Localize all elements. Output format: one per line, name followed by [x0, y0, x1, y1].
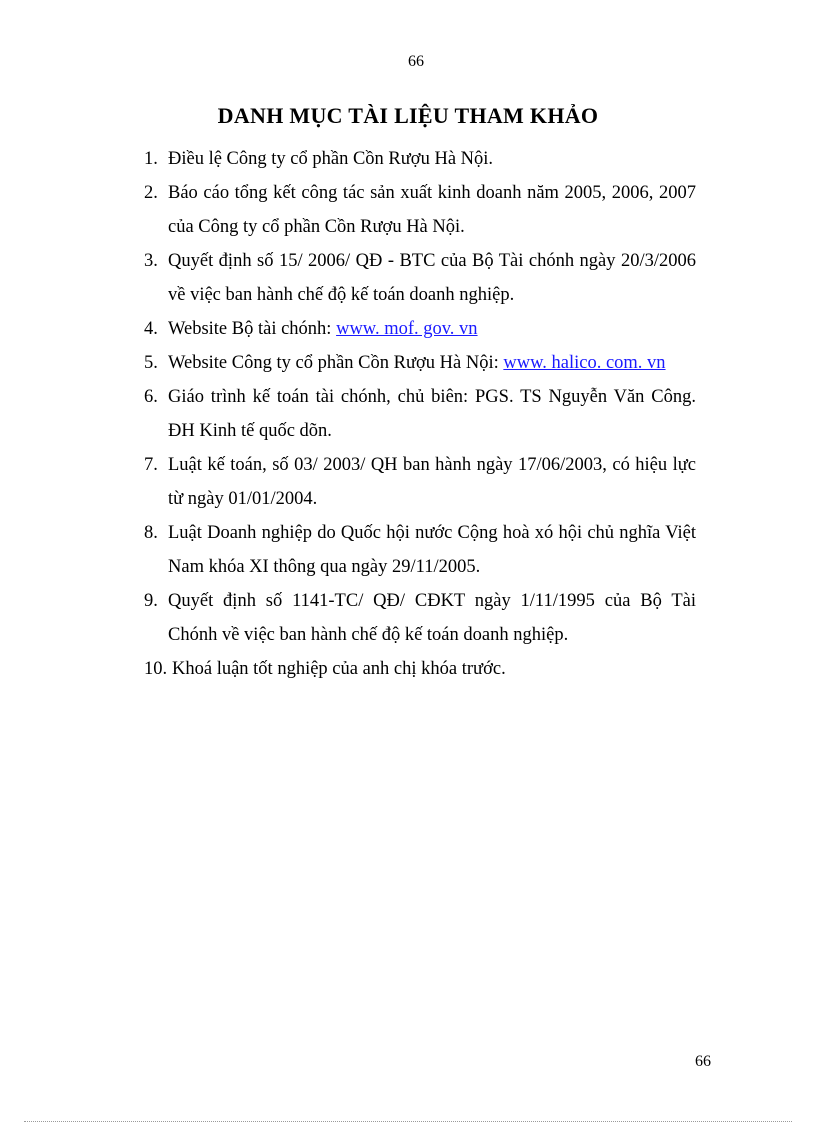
- reference-text: Luật kế toán, số 03/ 2003/ QH ban hành ngày 17/06/2003, có hiệu lực từ ngày 01/01/2004.: [168, 455, 696, 509]
- reference-number: 9.: [144, 591, 158, 611]
- reference-text: Điều lệ Công ty cổ phần Cồn Rượu Hà Nội.: [168, 149, 494, 169]
- header-page-number: 66: [408, 53, 424, 70]
- reference-item-7: [144, 448, 696, 516]
- footer-page-number: 66: [695, 1053, 711, 1070]
- reference-item-10: [144, 652, 696, 686]
- reference-number: 3.: [144, 251, 158, 271]
- reference-item-4: [144, 312, 696, 346]
- page-title: DANH MỤC TÀI LIỆU THAM KHẢO: [217, 103, 599, 128]
- reference-item-5: [144, 346, 696, 380]
- reference-number: 4.: [144, 319, 158, 339]
- reference-text: Quyết định số 15/ 2006/ QĐ - BTC của Bộ Tài chónh ngày 20/3/2006 về việc ban hành chế độ kế toán doanh nghiệp.: [168, 251, 696, 305]
- reference-text: Website Công ty cổ phần Cồn Rượu Hà Nội:: [168, 353, 504, 373]
- reference-number: 6.: [144, 387, 158, 407]
- reference-item-1: [144, 142, 696, 176]
- reference-item-8: [144, 516, 696, 584]
- reference-item-6: [144, 380, 696, 448]
- reference-list: [144, 142, 696, 686]
- reference-number: 7.: [144, 455, 158, 475]
- mof-website-link[interactable]: www. mof. gov. vn: [336, 319, 478, 339]
- reference-text: Quyết định số 1141-TC/ QĐ/ CĐKT ngày 1/11/1995 của Bộ Tài Chónh về việc ban hành chế độ kế toán doanh nghiệp.: [168, 591, 696, 645]
- reference-number: 5.: [144, 353, 158, 373]
- reference-text: Giáo trình kế toán tài chónh, chủ biên: PGS. TS Nguyễn Văn Công. ĐH Kinh tế quốc dõn.: [168, 387, 696, 441]
- reference-number: 2.: [144, 183, 158, 203]
- reference-text: Website Bộ tài chónh:: [168, 319, 337, 339]
- reference-item-2: [144, 176, 696, 244]
- reference-item-3: [144, 244, 696, 312]
- reference-text: Báo cáo tổng kết công tác sản xuất kinh doanh năm 2005, 2006, 2007 của Công ty cổ phần Cồn Rượu Hà Nội.: [168, 183, 696, 237]
- reference-text: Luật Doanh nghiệp do Quốc hội nước Cộng hoà xó hội chủ nghĩa Việt Nam khóa XI thông qua ngày 29/11/2005.: [168, 523, 696, 577]
- page-bottom-divider: [24, 1121, 792, 1122]
- halico-website-link[interactable]: www. halico. com. vn: [503, 353, 666, 373]
- reference-item-9: [144, 584, 696, 652]
- reference-number: 1.: [144, 149, 158, 169]
- reference-text: Khoá luận tốt nghiệp của anh chị khóa trước.: [172, 659, 506, 679]
- reference-number: 10.: [144, 659, 168, 679]
- reference-number: 8.: [144, 523, 158, 543]
